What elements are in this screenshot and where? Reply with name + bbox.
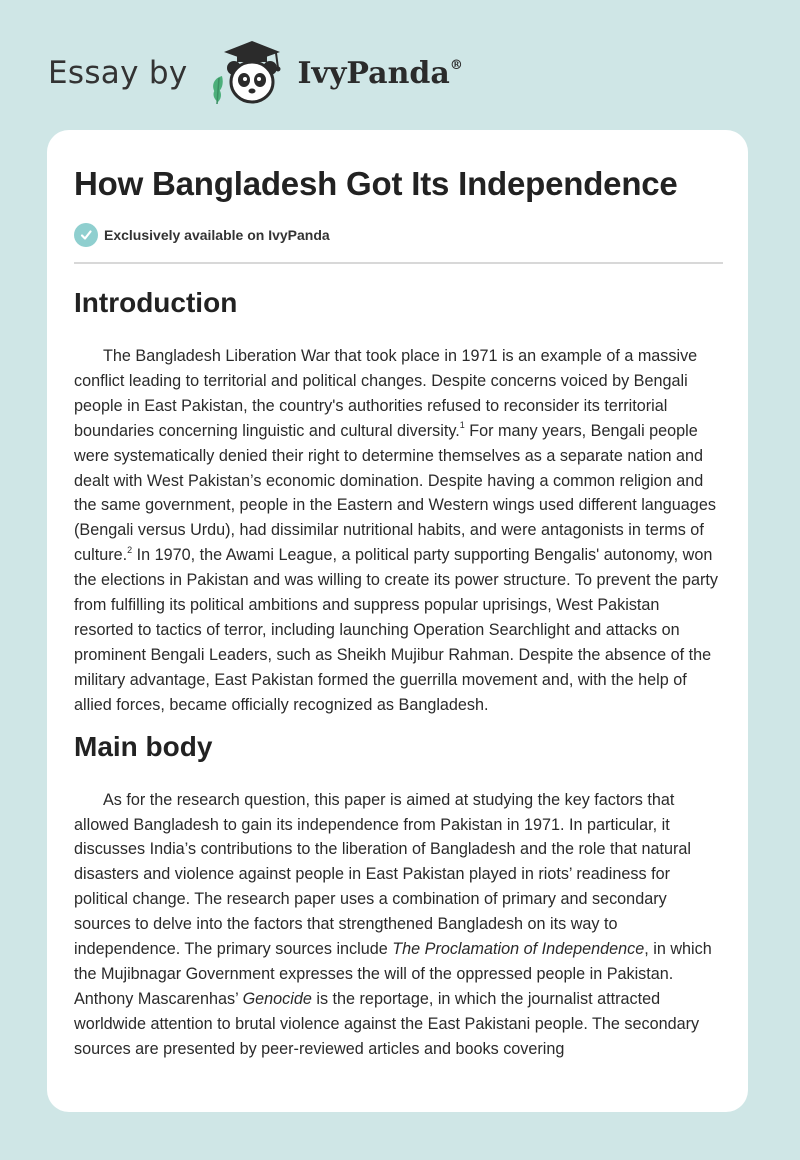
divider (74, 262, 723, 264)
trademark: ® (449, 57, 463, 73)
exclusive-label: Exclusively available on IvyPanda (104, 227, 330, 243)
text-run: In 1970, the Awami League, a political party supporting Bengalis' autonomy, won the elections in Pakistan and was willing to create its power structure. To prevent the party from fulfilling its political ambitions and suppress popular uprisings, West Pakistan resorted to tactics of terror, including launching Operation Searchlight and attacks on prominent Bengali Leaders, such as Sheikh Mujibur Rahman. Despite the absence of the military advantage, East Pakistan formed the guerrilla movement and, with the help of allied forces, became officially recognized as Bangladesh. (74, 546, 718, 714)
footnote-ref-2[interactable]: 2 (127, 544, 133, 555)
check-icon (74, 223, 98, 247)
section-heading-main-body: Main body (74, 730, 213, 762)
brand-text: IvyPanda (297, 55, 450, 91)
introduction-paragraph (74, 344, 723, 718)
panda-logo-icon[interactable] (204, 38, 294, 108)
exclusive-badge (74, 222, 721, 248)
text-run: The Bangladesh Liberation War that took place in 1971 is an example of a massive conflict leading to territorial and political changes. Despite concerns voiced by Bengali people in East Pakistan, the country's authorities refused to reconsider its territorial boundaries concerning linguistic and cultural diversity. (74, 347, 698, 440)
site-header (48, 38, 463, 108)
text-run: is the reportage, in which the journalist attracted worldwide attention to brutal violence against the East Pakistani people. The secondary sources are presented by peer-reviewed articles and books covering (74, 989, 700, 1058)
book-title: The Proclamation of Independence (392, 940, 645, 959)
essay-card (47, 130, 748, 1112)
footnote-ref-1[interactable]: 1 (459, 420, 465, 431)
main-body-paragraph (74, 788, 723, 1062)
text-run: As for the research question, this paper is aimed at studying the key factors that allowed Bangladesh to gain its independence from Pakistan in 1971. In particular, it discusses India’s contributions to the liberation of Bangladesh and the role that natural disasters and violence against people in East Pakistan played in riots’ readiness for political change. The research paper uses a combination of primary and secondary sources to delve into the factors that strengthened Bangladesh on its way to independence. The primary sources include (74, 790, 692, 959)
brand-name (298, 56, 463, 91)
essay-title: How Bangladesh Got Its Independence (74, 165, 678, 202)
book-title: Genocide (242, 989, 312, 1008)
text-run: For many years, Bengali people were systematically denied their right to determine themselves as a separate nation and dealt with West Pakistan’s economic domination. Despite having a common religion and the same government, people in the Eastern and Western wings used different languages (Bengali versus Urdu), had dissimilar nutritional habits, and were antagonists in terms of culture. (74, 421, 716, 565)
section-heading-introduction: Introduction (74, 287, 238, 318)
essay-by-label: Essay by (48, 55, 188, 91)
text-run: , in which the Mujibnagar Government expresses the will of the oppressed people in Pakistan. Anthony Mascarenhas’ (74, 940, 712, 1008)
